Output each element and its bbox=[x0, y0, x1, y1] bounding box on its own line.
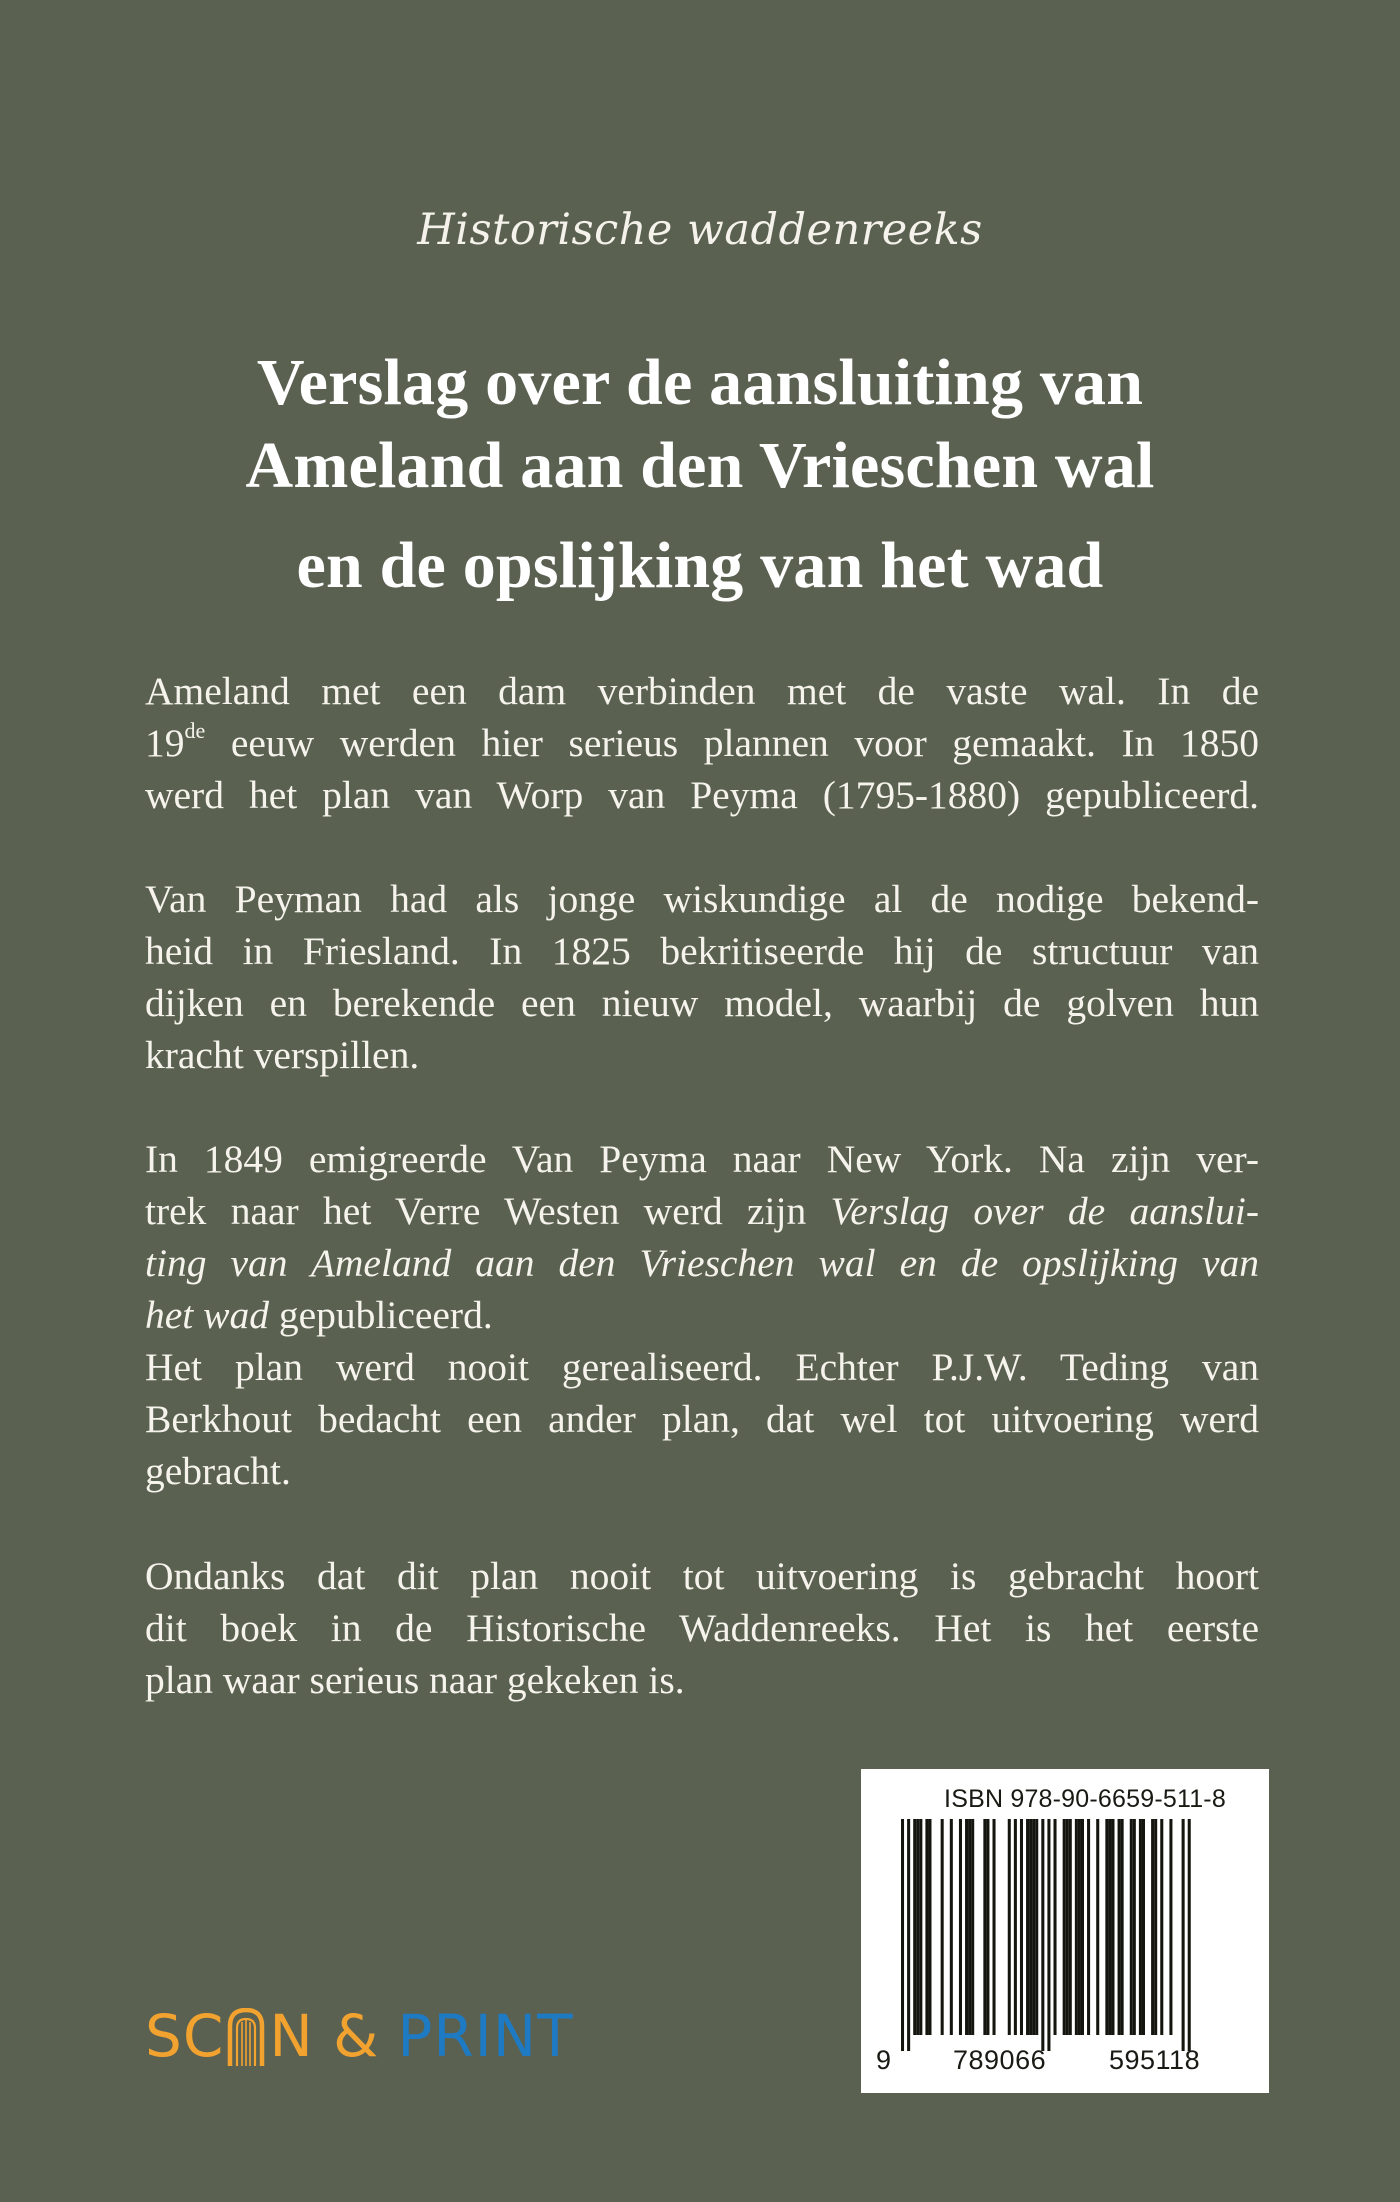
book-arch-icon bbox=[226, 2008, 266, 2068]
series-label: Historische waddenreeks bbox=[417, 205, 983, 255]
publisher-logo bbox=[145, 2002, 574, 2070]
text-line: Ondanks dat dit plan nooit tot uitvoering is gebracht hoort bbox=[145, 1554, 1259, 1598]
barcode-digit-first: 9 bbox=[876, 2045, 892, 2075]
text-line: Berkhout bedacht een ander plan, dat wel tot uitvoering werd bbox=[145, 1397, 1259, 1441]
text-fragment: eeuw werden hier serieus plannen voor gemaakt. In 1850 bbox=[205, 721, 1259, 765]
text-line: dit boek in de Historische Waddenreeks. Het is het eerste bbox=[145, 1606, 1259, 1650]
italic-book-title: ting van Ameland aan den Vrieschen wal en de opslijking van bbox=[145, 1241, 1259, 1285]
text-fragment: trek naar het Verre Westen werd zijn bbox=[145, 1189, 831, 1233]
blurb-paragraph-4 bbox=[145, 1550, 1259, 1706]
book-title-line-1: Verslag over de aansluiting van bbox=[256, 346, 1144, 419]
text-line bbox=[145, 1185, 1259, 1237]
blurb-paragraph-2 bbox=[145, 873, 1259, 1081]
barcode-digits-right: 595118 bbox=[1109, 2045, 1201, 2075]
book-title-line-2: Ameland aan den Vrieschen wal bbox=[245, 429, 1155, 502]
text-line: Van Peyman had als jonge wiskundige al de nodige bekend- bbox=[145, 877, 1259, 921]
isbn-barcode bbox=[861, 1769, 1269, 2093]
text-line: Het plan werd nooit gerealiseerd. Echter P.J.W. Teding van bbox=[145, 1345, 1259, 1389]
logo-text-print: PRINT bbox=[397, 2002, 574, 2070]
text-line: In 1849 emigreerde Van Peyma naar New York. Na zijn ver- bbox=[145, 1137, 1259, 1181]
text-fragment: gepubliceerd. bbox=[268, 1293, 493, 1337]
century-number: 19 bbox=[145, 721, 185, 765]
blurb-paragraph-1 bbox=[145, 665, 1259, 821]
logo-text-n-ampersand: N & bbox=[269, 2002, 380, 2070]
text-line: Ameland met een dam verbinden met de vaste wal. In de bbox=[145, 669, 1259, 713]
text-line: heid in Friesland. In 1825 bekritiseerde hij de structuur van bbox=[145, 929, 1259, 973]
text-line: kracht verspillen. bbox=[145, 1033, 420, 1077]
text-line bbox=[145, 1289, 1259, 1341]
text-line bbox=[145, 717, 1259, 769]
italic-book-title: het wad bbox=[145, 1293, 269, 1337]
book-title-line-3: en de opslijking van het wad bbox=[296, 529, 1104, 602]
barcode-digits-left: 789066 bbox=[953, 2045, 1047, 2075]
text-line: gebracht. bbox=[145, 1449, 291, 1493]
text-line: dijken en berekende een nieuw model, waarbij de golven hun bbox=[145, 981, 1259, 1025]
blurb-paragraph-3 bbox=[145, 1133, 1259, 1497]
italic-book-title: Verslag over de aanslui- bbox=[830, 1189, 1259, 1233]
text-line: plan waar serieus naar gekeken is. bbox=[145, 1658, 685, 1702]
logo-text-sc: SC bbox=[145, 2002, 225, 2070]
barcode-bars bbox=[861, 1769, 1269, 2093]
text-line: werd het plan van Worp van Peyma (1795-1880) gepubliceerd. bbox=[145, 773, 1259, 817]
ordinal-superscript: de bbox=[184, 718, 206, 743]
text-line bbox=[145, 1237, 1259, 1289]
isbn-label: ISBN 978-90-6659-511-8 bbox=[944, 1785, 1226, 1813]
